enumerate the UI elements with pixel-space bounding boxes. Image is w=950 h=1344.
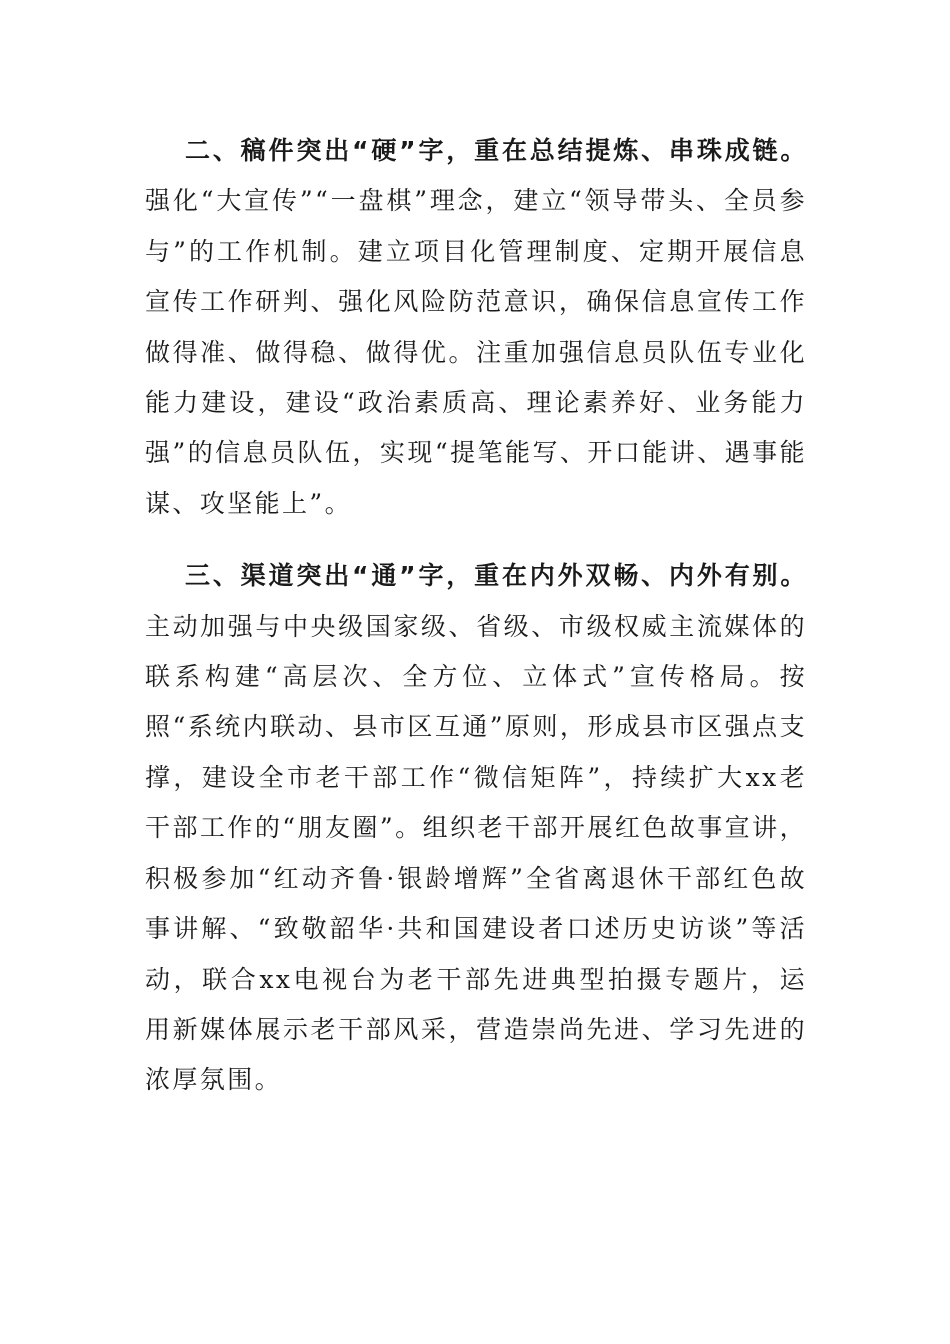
paragraph-2-heading: 二、稿件突出“硬”字，重在总结提炼、串珠成链。 — [185, 136, 807, 165]
paragraph-3-text: 主动加强与中央级国家级、省级、市级权威主流媒体的联系构建“高层次、全方位、立体式”宣传格局。按照“系统内联动、县市区互通”原则，形成县市区强点支撑，建设全市老干部工作“微信矩阵”，持续扩大xx老干部工作的“朋友圈”。组织老干部开展红色故事宣讲，积极参加“红动齐鲁·银龄增辉”全省离退休干部红色故事讲解、“致敬韶华·共和国建设者口述历史访谈”等活动，联合xx电视台为老干部先进典型拍摄专题片，运用新媒体展示老干部风采，营造崇尚先进、学习先进的浓厚氛围。 — [145, 611, 807, 1095]
document-body — [145, 126, 807, 1106]
paragraph-2-text: 强化“大宣传”“一盘棋”理念，建立“领导带头、全员参与”的工作机制。建立项目化管理制度、定期开展信息宣传工作研判、强化风险防范意识，确保信息宣传工作做得准、做得稳、做得优。注重加强信息员队伍专业化能力建设，建设“政治素质高、理论素养好、业务能力强”的信息员队伍，实现“提笔能写、开口能讲、遇事能谋、攻坚能上”。 — [145, 186, 807, 518]
paragraph-3-heading: 三、渠道突出“通”字，重在内外双畅、内外有别。 — [185, 561, 807, 591]
paragraph-2 — [145, 126, 807, 529]
paragraph-3 — [145, 551, 807, 1105]
